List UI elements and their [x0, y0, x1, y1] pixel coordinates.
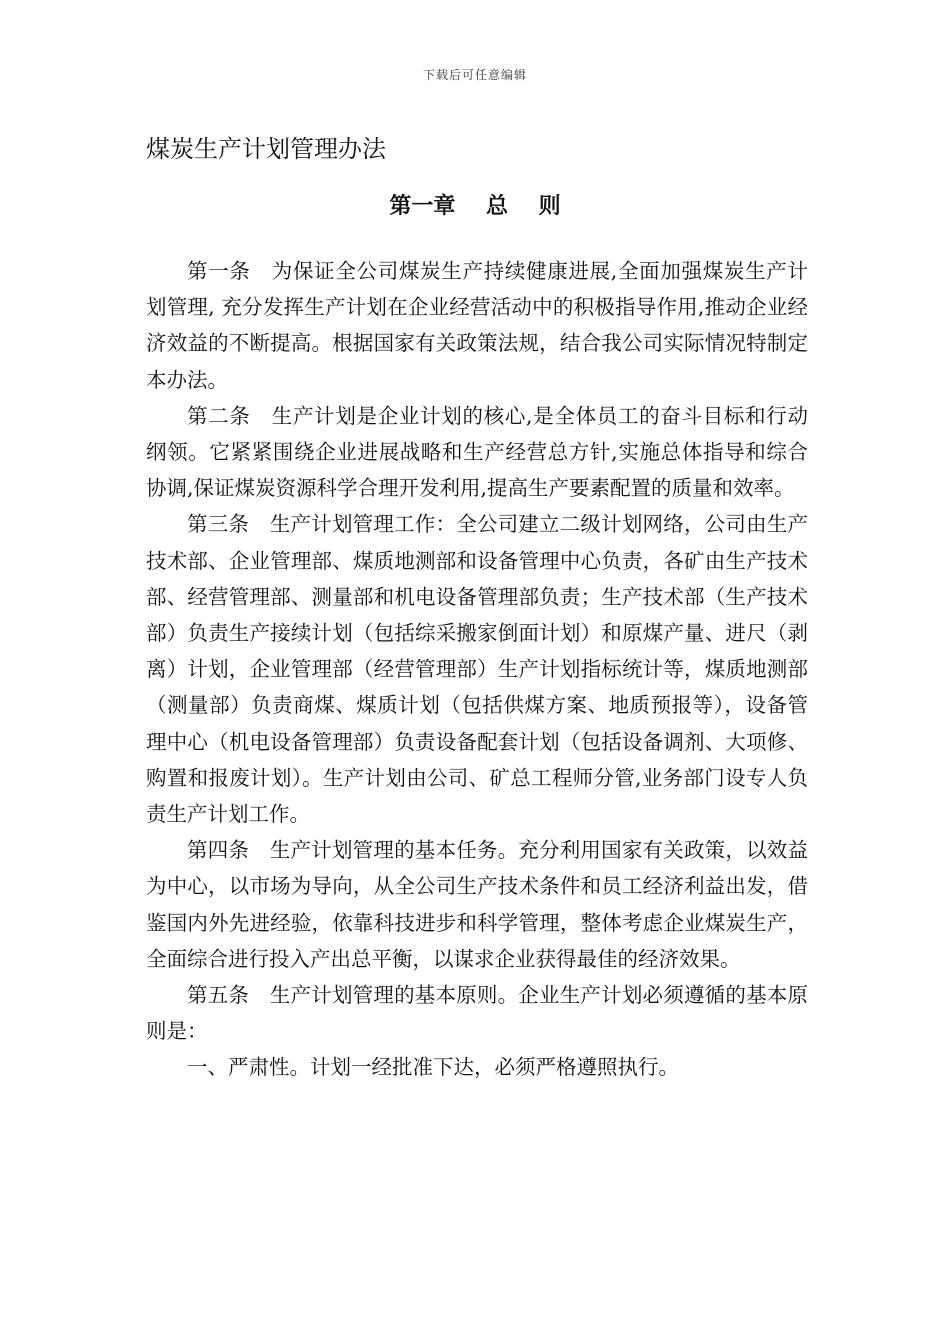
- header-note: 下载后可任意编辑: [422, 68, 527, 82]
- chapter-heading: 第一章 总 则: [389, 193, 561, 219]
- article-3-paragraph: 第三条 生产计划管理工作：全公司建立二级计划网络，公司由生产技术部、企业管理部、煤质地测部和设备管理中心负责，各矿由生产技术部、经营管理部、测量部和机电设备管理部负责；生产技术部（生产技术部）负责生产接续计划（包括综采搬家倒面计划）和原煤产量、进尺（剥离）计划，企业管理部（经营管理部）生产计划指标统计等，煤质地测部（测量部）负责商煤、煤质计划（包括供煤方案、地质预报等），设备管理中心（机电设备管理部）负责设备配套计划（包括设备调剂、大项修、购置和报废计划）。生产计划由公司、矿总工程师分管,业务部门设专人负责生产计划工作。: [146, 512, 808, 827]
- article-1-paragraph: 第一条 为保证全公司煤炭生产持续健康进展,全面加强煤炭生产计划管理, 充分发挥生产计划在企业经营活动中的积极指导作用,推动企业经济效益的不断提高。根据国家有关政策法规，结合我公司实际情况特制定本办法。: [146, 259, 808, 392]
- principle-1-paragraph: 一、严肃性。计划一经批准下达，必须严格遵照执行。: [187, 1055, 679, 1080]
- document-title: 煤炭生产计划管理办法: [146, 135, 386, 163]
- document-body: [146, 253, 808, 1086]
- article-2-paragraph: 第二条 生产计划是企业计划的核心,是全体员工的奋斗目标和行动纲领。它紧紧围绕企业进展战略和生产经营总方针,实施总体指导和综合协调,保证煤炭资源科学合理开发利用,提高生产要素配置的质量和效率。: [146, 403, 808, 501]
- article-4-paragraph: 第四条 生产计划管理的基本任务。充分利用国家有关政策，以效益为中心，以市场为导向，从全公司生产技术条件和员工经济利益出发，借鉴国内外先进经验，依靠科技进步和科学管理，整体考虑企业煤炭生产，全面综合进行投入产出总平衡，以谋求企业获得最佳的经济效果。: [146, 838, 808, 971]
- article-5-paragraph: 第五条 生产计划管理的基本原则。企业生产计划必须遵循的基本原则是：: [146, 983, 808, 1044]
